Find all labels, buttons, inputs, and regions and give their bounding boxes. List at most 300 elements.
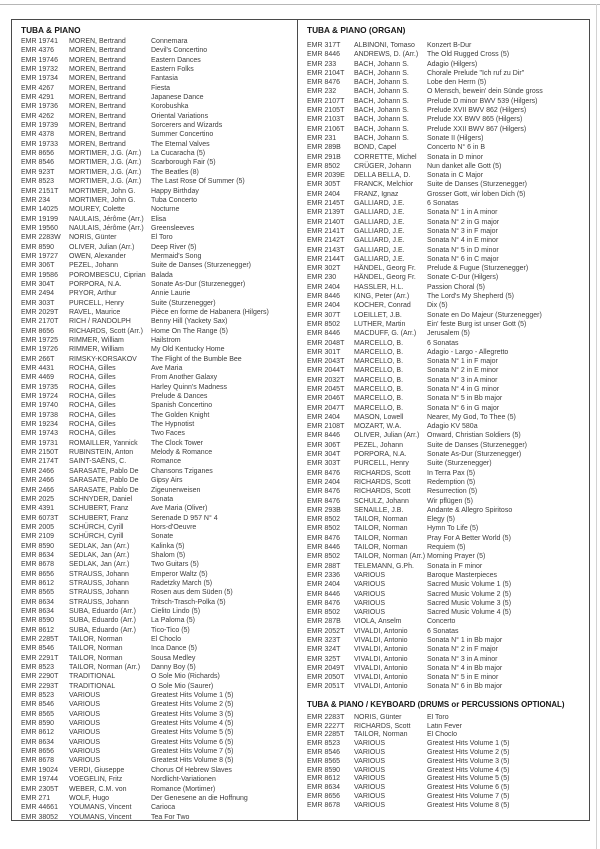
emr-number: EMR 2047T: [307, 404, 345, 412]
title: The Clock Tower: [151, 439, 204, 447]
title: Annie Laurie: [151, 290, 191, 298]
catalog-row: [307, 236, 586, 245]
emr-number: EMR 8565: [21, 589, 55, 597]
title: Suite de Danses (Sturzenegger): [151, 262, 251, 270]
composer: VIVALDI, Antonio: [354, 627, 408, 635]
catalog-row: [307, 329, 586, 338]
composer: MOREN, Bertrand: [69, 140, 126, 148]
catalog-row: [21, 598, 294, 607]
title: Sonata N° 3 in F major: [427, 227, 498, 235]
emr-number: EMR 8656: [21, 327, 55, 335]
title: Sonata N° 6 in Bb major: [427, 683, 503, 691]
title: Balada: [151, 271, 173, 279]
catalog-row: [21, 813, 294, 820]
composer: MOREN, Bertrand: [69, 112, 126, 120]
emr-number: EMR 2109: [21, 533, 55, 541]
composer: NORIS, Günter: [354, 713, 402, 721]
catalog-row: [307, 775, 586, 784]
emr-number: EMR 4262: [21, 112, 55, 120]
title: Sonata N° 2 in G major: [427, 218, 500, 226]
title: Concerto N° 6 in B: [427, 144, 486, 152]
title: El Choclo: [427, 731, 457, 739]
emr-number: EMR 302T: [307, 265, 341, 273]
emr-number: EMR 2046T: [307, 395, 345, 403]
title: Onward, Christian Soldiers (5): [427, 432, 521, 440]
emr-number: EMR 8523: [21, 692, 55, 700]
composer: SCHUBERT, Franz: [69, 505, 129, 513]
title: Rosen aus dem Süden (5): [151, 589, 233, 597]
composer: MOREN, Bertrand: [69, 56, 126, 64]
composer: MOREN, Bertrand: [69, 38, 126, 45]
title: Ave Maria: [151, 365, 183, 373]
title: Hors-d'Oeuvre: [151, 523, 197, 531]
composer: RICH / RANDOLPH: [69, 318, 131, 326]
title: O Mensch, bewein' dein Sünde gross: [427, 88, 543, 96]
title: The Golden Knight: [151, 411, 210, 419]
composer: SEDLAK, Jan (Arr.): [69, 561, 130, 569]
title: Greatest Hits Volume 7 (5): [427, 792, 510, 800]
emr-number: EMR 8476: [307, 534, 341, 542]
emr-number: EMR 8446: [307, 432, 341, 440]
composer: MASON, Lowell: [354, 413, 404, 421]
emr-number: EMR 231: [307, 134, 337, 142]
title: Sonata: [151, 495, 174, 503]
emr-number: EMR 44661: [21, 804, 58, 812]
title: Sonata N° 1 in A minor: [427, 209, 498, 217]
title: 6 Sonatas: [427, 339, 459, 347]
catalog-row: [21, 663, 294, 672]
composer: ROMAILLER, Yannick: [69, 439, 138, 447]
catalog-row: [307, 608, 586, 617]
catalog-row: [307, 767, 586, 776]
emr-number: EMR 4378: [21, 131, 55, 139]
title: Sacred Music Volume 1 (5): [427, 581, 512, 589]
catalog-row: [307, 320, 586, 329]
title: El Choclo: [151, 636, 181, 643]
emr-number: EMR 19726: [21, 346, 58, 354]
title: Nocturne: [151, 206, 180, 214]
catalog-row: [21, 747, 294, 756]
title: Hymn To Life (5): [427, 525, 479, 533]
composer: STRAUSS, Johann: [69, 579, 129, 587]
emr-number: EMR 2029T: [21, 308, 59, 316]
catalog-row: [21, 187, 294, 196]
composer: MOREN, Bertrand: [69, 103, 126, 111]
catalog-row: [21, 719, 294, 728]
composer: MARCELLO, B.: [354, 339, 404, 347]
title: Sonata N° 4 in E minor: [427, 237, 499, 245]
emr-number: EMR 2139T: [307, 209, 345, 217]
title: Andante & Allegro Spiritoso: [427, 506, 513, 514]
emr-number: EMR 19731: [21, 439, 58, 447]
title: Sonate II (Hilgers): [427, 134, 484, 142]
emr-number: EMR 8634: [21, 738, 55, 746]
composer: VARIOUS: [69, 692, 100, 700]
composer: VARIOUS: [69, 720, 100, 728]
title: Adagio (Hilgers): [427, 60, 478, 68]
composer: BACH, Johann S.: [354, 88, 409, 96]
catalog-row: [307, 255, 586, 264]
catalog-row: [21, 84, 294, 93]
composer: BACH, Johann S.: [354, 107, 409, 115]
catalog-row: [21, 616, 294, 625]
title: In Terra Pax (5): [427, 469, 476, 477]
catalog-row: [21, 710, 294, 719]
composer: VARIOUS: [69, 757, 100, 765]
catalog-row: [21, 392, 294, 401]
composer: VIVALDI, Antonio: [354, 664, 408, 672]
catalog-row: [307, 422, 586, 431]
emr-number: EMR 8446: [307, 590, 341, 598]
composer: SEDLAK, Jan (Arr.): [69, 551, 130, 559]
composer: MOREN, Bertrand: [69, 47, 126, 55]
title: Fiesta: [151, 84, 171, 92]
title: The Old Rugged Cross (5): [427, 51, 510, 59]
catalog-row: [307, 301, 586, 310]
composer: GALLIARD, J.E.: [354, 227, 405, 235]
catalog-row: [307, 645, 586, 654]
title: Morning Prayer (5): [427, 553, 486, 561]
catalog-row: [21, 785, 294, 794]
composer: PEZEL, Johann: [354, 441, 404, 449]
catalog-row: [21, 271, 294, 280]
emr-number: EMR 2404: [307, 581, 341, 589]
catalog-row: [307, 664, 586, 673]
composer: TAILOR, Norman: [354, 544, 408, 552]
title: Sonata N° 3 in A minor: [427, 376, 498, 384]
title: Sonata N° 1 in Bb major: [427, 637, 503, 644]
title: Chorale Prelude "Ich ruf zu Dir": [427, 69, 525, 77]
title: Redemption (5): [427, 478, 476, 486]
title: Ave Maria (Oliver): [151, 505, 208, 513]
emr-number: EMR 2052T: [307, 627, 345, 635]
title: Suite (Sturzenegger): [427, 460, 492, 468]
composer: HASSLER, H.L.: [354, 283, 404, 291]
title: The Flight of the Bumble Bee: [151, 355, 242, 363]
composer: SCHULZ, Johann: [354, 497, 409, 505]
title: Jerusalem (5): [427, 330, 470, 338]
composer: RAVEL, Maurice: [69, 308, 121, 316]
title: Greatest Hits Volume 6 (5): [427, 784, 510, 792]
composer: VARIOUS: [69, 748, 100, 756]
scan-edge-top: [0, 4, 600, 5]
catalog-row: [21, 373, 294, 382]
emr-number: EMR 8502: [307, 609, 341, 617]
emr-number: EMR 2404: [307, 283, 341, 291]
title: Tritsch-Trasch-Polka (5): [151, 598, 226, 606]
composer: NAULAIS, Jérôme (Arr.): [69, 215, 144, 223]
composer: SUBA, Eduardo (Arr.): [69, 617, 136, 625]
emr-number: EMR 2142T: [307, 237, 345, 245]
emr-number: EMR 8678: [21, 561, 55, 569]
composer: LUTHER, Martin: [354, 320, 406, 328]
title: La Cucaracha (5): [151, 150, 206, 158]
catalog-row: [307, 543, 586, 552]
title: The Lord's My Shepherd (5): [427, 293, 514, 301]
emr-number: EMR 8565: [21, 710, 55, 718]
catalog-row: [21, 803, 294, 812]
composer: VARIOUS: [354, 792, 385, 800]
emr-number: EMR 2032T: [307, 376, 345, 384]
composer: VARIOUS: [354, 801, 385, 809]
catalog-row: [21, 542, 294, 551]
emr-number: EMR 8502: [307, 553, 341, 561]
section-title-tuba-piano: TUBA & PIANO: [21, 25, 81, 35]
composer: VARIOUS: [69, 729, 100, 737]
title: Devil's Concertino: [151, 47, 208, 55]
emr-number: EMR 2043T: [307, 358, 345, 366]
composer: VARIOUS: [69, 701, 100, 709]
composer: PURCELL, Henry: [354, 460, 409, 468]
catalog-row: [21, 794, 294, 803]
composer: POROMBESCU, Ciprian: [69, 271, 146, 279]
composer: FRANCK, Melchior: [354, 181, 414, 189]
composer: BACH, Johann S.: [354, 60, 409, 68]
catalog-row: [307, 180, 586, 189]
title: Prelude & Dances: [151, 393, 208, 401]
catalog-row: [21, 766, 294, 775]
title: Sonate As-Dur (Sturzenegger): [427, 451, 522, 459]
composer: PORPORA, N.A.: [69, 280, 122, 288]
title: La Paloma (5): [151, 617, 195, 625]
catalog-row: [307, 793, 586, 802]
composer: RICHARDS, Scott: [354, 488, 411, 496]
catalog-row: [307, 749, 586, 758]
composer: RICHARDS, Scott: [354, 469, 411, 477]
emr-number: EMR 2104T: [307, 69, 345, 77]
title: Nearer, My God, To Thee (5): [427, 413, 516, 421]
emr-number: EMR 266T: [21, 355, 55, 363]
emr-number: EMR 2141T: [307, 227, 345, 235]
catalog-row: [307, 41, 586, 50]
catalog-row: [21, 654, 294, 663]
title: Suite de Danses (Sturzenegger): [427, 181, 527, 189]
emr-number: EMR 325T: [307, 655, 341, 663]
emr-number: EMR 2144T: [307, 255, 345, 263]
catalog-row: [307, 348, 586, 357]
composer: MOUREY, Colette: [69, 206, 125, 214]
title: Greatest Hits Volume 1 (5): [151, 692, 234, 700]
catalog-row: [21, 196, 294, 205]
emr-number: EMR 8546: [21, 159, 55, 167]
composer: MORTIMER, J.G. (Arr.): [69, 159, 142, 167]
title: Elisa: [151, 215, 167, 223]
title: Spanish Concertino: [151, 402, 213, 410]
catalog-row: [21, 448, 294, 457]
catalog-row: [307, 357, 586, 366]
emr-number: EMR 19741: [21, 38, 58, 45]
emr-number: EMR 19738: [21, 411, 58, 419]
title: 6 Sonatas: [427, 200, 459, 208]
composer: MARCELLO, B.: [354, 395, 404, 403]
composer: ROCHA, Gilles: [69, 421, 116, 429]
catalog-row: [21, 467, 294, 476]
emr-number: EMR 2293T: [21, 682, 59, 690]
catalog-row: [21, 756, 294, 765]
catalog-row: [21, 93, 294, 102]
title: Sonata N° 2 in F major: [427, 646, 498, 654]
composer: SCHNYDER, Daniel: [69, 495, 133, 503]
title: Sacred Music Volume 4 (5): [427, 609, 512, 617]
emr-number: EMR 2466: [21, 477, 55, 485]
title: Sonata N° 6 in G major: [427, 404, 500, 412]
emr-number: EMR 19743: [21, 430, 58, 438]
emr-number: EMR 8612: [307, 775, 341, 783]
catalog-row: [21, 299, 294, 308]
catalog-row: [307, 273, 586, 282]
composer: GALLIARD, J.E.: [354, 209, 405, 217]
title: Greensleeves: [151, 224, 195, 232]
catalog-row: [307, 571, 586, 580]
catalog-row: [307, 552, 586, 561]
composer: ROCHA, Gilles: [69, 411, 116, 419]
title: Korobushka: [151, 103, 189, 111]
emr-number: EMR 2285T: [21, 636, 59, 643]
title: Cielito Lindo (5): [151, 607, 201, 615]
emr-number: EMR 2227T: [307, 722, 345, 730]
catalog-row: [307, 562, 586, 571]
title: Tuba Concerto: [151, 196, 198, 204]
catalog-row: [307, 431, 586, 440]
composer: VOEGELIN, Fritz: [69, 776, 123, 784]
catalog-row: [307, 478, 586, 487]
catalog-row: [307, 69, 586, 78]
composer: BACH, Johann S.: [354, 134, 409, 142]
composer: ROCHA, Gilles: [69, 393, 116, 401]
title: Gipsy Airs: [151, 477, 183, 485]
emr-number: EMR 2336: [307, 571, 341, 579]
catalog-row: [307, 171, 586, 180]
title: Tico-Tico (5): [151, 626, 190, 634]
emr-number: EMR 4376: [21, 47, 55, 55]
emr-number: EMR 8476: [307, 599, 341, 607]
title: Romance (Mortimer): [151, 785, 216, 793]
catalog-row: [307, 394, 586, 403]
composer: BOND, Capel: [354, 144, 397, 152]
catalog-row: [307, 78, 586, 87]
catalog-row: [21, 644, 294, 653]
title: Dix (5): [427, 302, 448, 310]
catalog-row: [21, 215, 294, 224]
emr-number: EMR 2105T: [307, 107, 345, 115]
composer: MOREN, Bertrand: [69, 122, 126, 130]
title: Sacred Music Volume 2 (5): [427, 590, 512, 598]
composer: NORIS, Günter: [69, 234, 117, 242]
title: Sacred Music Volume 3 (5): [427, 599, 512, 607]
emr-number: EMR 306T: [307, 441, 341, 449]
catalog-row: [21, 439, 294, 448]
emr-number: EMR 317T: [307, 42, 341, 49]
catalog-row: [21, 65, 294, 74]
emr-number: EMR 234: [21, 196, 51, 204]
catalog-row: [21, 635, 294, 644]
composer: SARASATE, Pablo De: [69, 467, 139, 475]
composer: MORTIMER, J.G. (Arr.): [69, 150, 142, 158]
composer: NAULAIS, Jérôme (Arr.): [69, 224, 144, 232]
catalog-box: [11, 19, 590, 821]
column-tuba-piano-organ: [298, 20, 589, 820]
catalog-row: [21, 607, 294, 616]
emr-number: EMR 323T: [307, 637, 341, 644]
catalog-row: [307, 723, 586, 732]
composer: VARIOUS: [69, 710, 100, 718]
composer: SARASATE, Pablo De: [69, 486, 139, 494]
title: Sonata N° 5 in Bb major: [427, 395, 503, 403]
emr-number: EMR 8590: [21, 542, 55, 550]
composer: PORPORA, N.A.: [354, 451, 407, 459]
catalog-row: [307, 153, 586, 162]
emr-number: EMR 2107T: [307, 97, 345, 105]
title: Nordlicht-Variationen: [151, 776, 216, 784]
title: Greatest Hits Volume 7 (5): [151, 748, 234, 756]
title: Hailstrom: [151, 337, 181, 344]
catalog-row: [307, 97, 586, 106]
catalog-row: [307, 106, 586, 115]
title: Adagio - Largo - Allegretto: [427, 348, 509, 356]
title: Wir pflügen (5): [427, 497, 473, 505]
composer: RIMMER, William: [69, 337, 124, 344]
composer: MARCELLO, B.: [354, 404, 404, 412]
emr-number: EMR 8523: [307, 740, 341, 748]
title: Suite (Sturzenegger): [151, 299, 216, 307]
composer: MOREN, Bertrand: [69, 94, 126, 102]
composer: VARIOUS: [354, 757, 385, 765]
title: Eastern Dances: [151, 56, 201, 64]
title: Nun danket alle Gott (5): [427, 162, 502, 170]
catalog-row: [307, 459, 586, 468]
catalog-row: [307, 802, 586, 811]
title: Inca Dance (5): [151, 645, 197, 653]
emr-number: EMR 8446: [307, 51, 341, 59]
catalog-row: [307, 376, 586, 385]
catalog-row: [21, 420, 294, 429]
emr-number: EMR 8656: [21, 150, 55, 158]
emr-number: EMR 8590: [21, 243, 55, 251]
composer: PEZEL, Johann: [69, 262, 119, 270]
emr-number: EMR 8476: [307, 469, 341, 477]
emr-number: EMR 2049T: [307, 664, 345, 672]
catalog-row: [21, 514, 294, 523]
emr-number: EMR 8590: [307, 766, 341, 774]
title: Two Guitars (5): [151, 561, 199, 569]
composer: SCHUBERT, Franz: [69, 514, 129, 522]
catalog-row: [307, 60, 586, 69]
title: Latin Fever: [427, 722, 463, 730]
composer: PRYOR, Arthur: [69, 290, 117, 298]
title: Sonata N° 3 in A minor: [427, 655, 498, 663]
title: Konzert B-Dur: [427, 42, 472, 49]
emr-number: EMR 2174T: [21, 458, 59, 466]
catalog-row: [21, 355, 294, 364]
composer: VARIOUS: [354, 599, 385, 607]
catalog-row: [307, 50, 586, 59]
catalog-row: [21, 289, 294, 298]
emr-number: EMR 306T: [21, 262, 55, 270]
catalog-row: [21, 626, 294, 635]
catalog-row: [307, 636, 586, 645]
title: Elegy (5): [427, 516, 456, 524]
catalog-row: [21, 560, 294, 569]
composer: MORTIMER, J.G. (Arr.): [69, 168, 142, 176]
title: Two Faces: [151, 430, 185, 438]
composer: VARIOUS: [354, 590, 385, 598]
catalog-row: [307, 740, 586, 749]
composer: SENAILLE, J.B.: [354, 506, 404, 514]
emr-number: EMR 303T: [21, 299, 55, 307]
catalog-row: [307, 385, 586, 394]
composer: MOREN, Bertrand: [69, 75, 126, 83]
catalog-row: [21, 579, 294, 588]
